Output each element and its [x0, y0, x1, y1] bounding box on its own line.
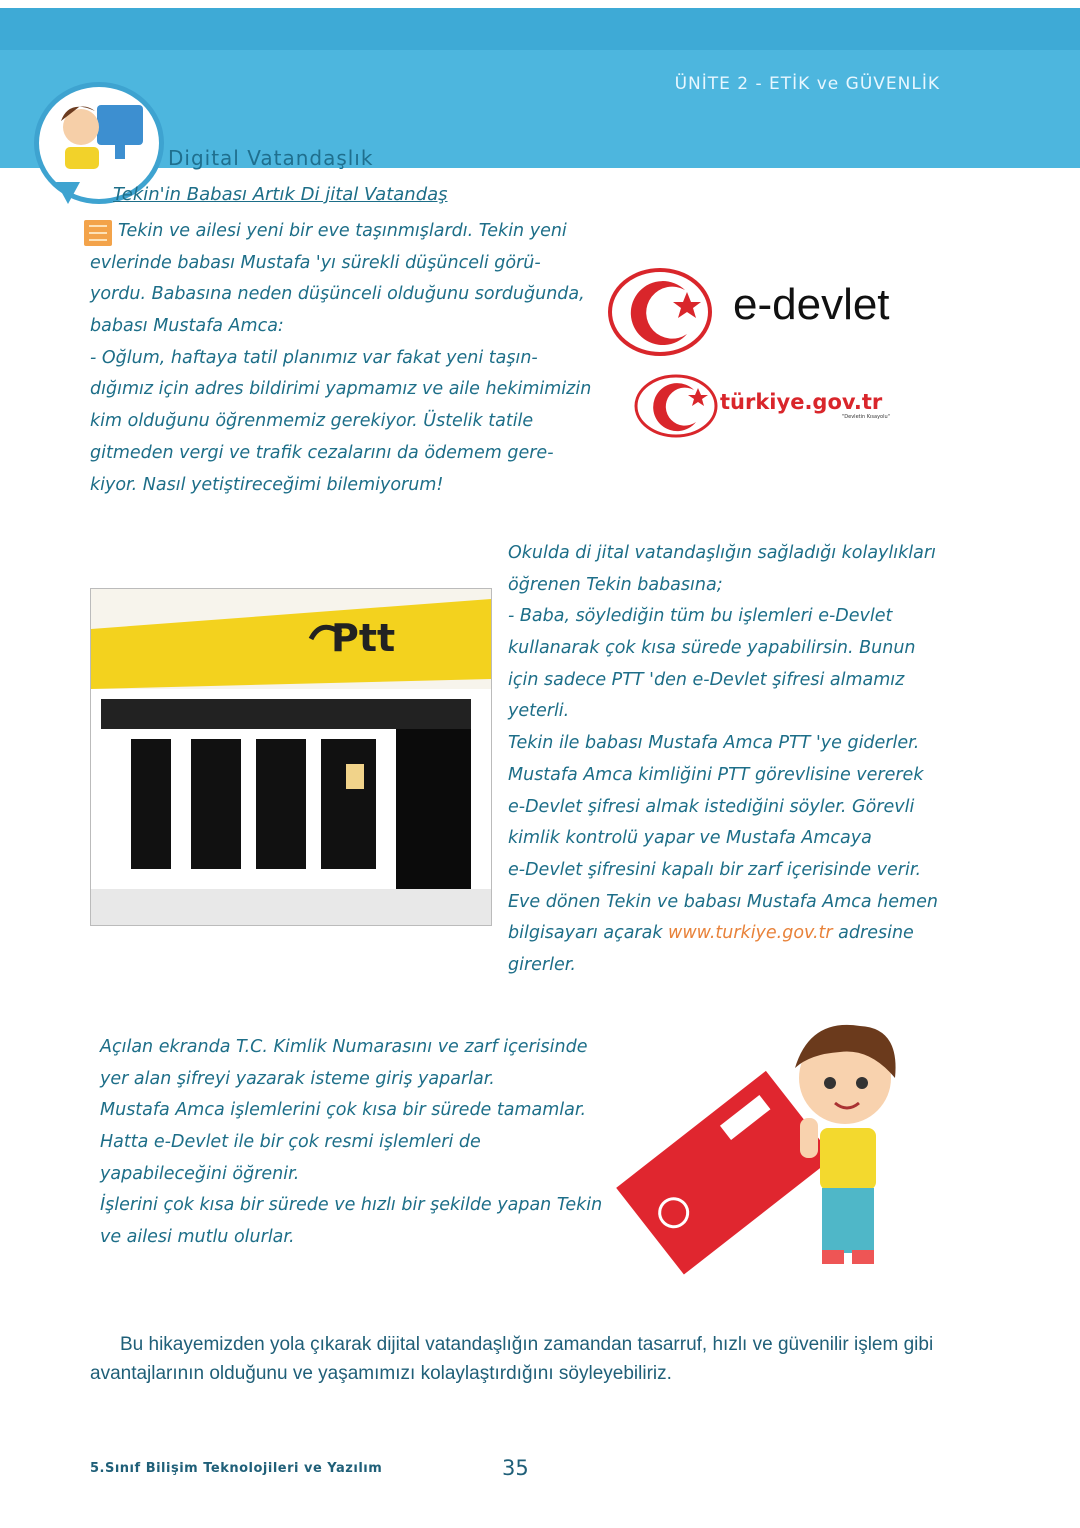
text-line: Hatta e-Devlet ile bir çok resmi işlemleri de	[100, 1132, 481, 1153]
text-line: kullanarak çok kısa sürede yapabilirsin. Bunun	[508, 638, 916, 659]
book-title: 5.Sınıf Bilişim Teknolojileri ve Yazılım	[90, 1461, 383, 1476]
text-line: kiyor. Nasıl yetiştireceğimi bilemiyorum!	[90, 474, 444, 495]
story-paragraph-3	[100, 1032, 602, 1254]
story-title: Tekin'in Babası Artık Di jital Vatandaş	[113, 184, 448, 205]
text-line: için sadece PTT 'den e-Devlet şifresi almamız	[508, 669, 905, 690]
header-decoration-strip	[0, 8, 1080, 50]
summary-paragraph	[90, 1330, 950, 1388]
text-line: Tekin ve ailesi yeni bir eve taşınmışlardı. Tekin yeni	[118, 221, 567, 241]
text-line: yapabileceğini öğrenir.	[100, 1163, 300, 1184]
text-fragment: bilgisayarı açarak	[508, 923, 669, 944]
text-line: - Baba, söylediğin tüm bu işlemleri e-Devlet	[508, 606, 893, 627]
bubble-tail	[56, 182, 80, 204]
page-number: 35	[502, 1456, 529, 1480]
text-line: Mustafa Amca işlemlerini çok kısa bir sürede tamamlar.	[100, 1100, 587, 1121]
text-fragment: adresine	[832, 923, 914, 944]
text-line: Tekin ile babası Mustafa Amca PTT 'ye giderler.	[508, 733, 920, 754]
e-devlet-logo-text: e-devlet	[733, 280, 890, 329]
turkiye-gov-slogan: "Devletin Kısayolu"	[842, 414, 890, 420]
text-line: öğrenen Tekin babasına;	[508, 574, 723, 595]
unit-title: ÜNİTE 2 - ETİK ve GÜVENLİK	[674, 74, 940, 94]
text-line: yer alan şifreyi yazarak isteme giriş yaparlar.	[100, 1068, 495, 1089]
text-line: İşlerini çok kısa bir sürede ve hızlı bir şekilde yapan Tekin	[100, 1195, 603, 1216]
story-paragraph-1	[90, 216, 591, 501]
summary-text: Bu hikayemizden yola çıkarak dijital vatandaşlığın zamandan tasarruf, hızlı ve güvenilir işlem gibi avantajlarının olduğunu ve yaşamımızı kolaylaştırdığını söyleyebiliriz.	[90, 1334, 934, 1384]
text-line: gitmeden vergi ve trafik cezalarını da ödemem gere-	[90, 442, 554, 463]
turkiye-gov-logo	[632, 370, 932, 440]
text-line: Açılan ekranda T.C. Kimlik Numarasını ve zarf içerisinde	[100, 1037, 588, 1057]
text-line: babası Mustafa Amca:	[90, 316, 284, 337]
text-line: Okulda di jital vatandaşlığın sağladığı kolaylıkları	[508, 543, 936, 563]
ptt-office-photo	[90, 588, 492, 926]
e-devlet-logo	[605, 262, 925, 362]
text-line: yordu. Babasına neden düşünceli olduğunu sorduğunda,	[90, 284, 585, 305]
turkiye-gov-logo-text: türkiye.gov.tr	[720, 390, 883, 414]
kid-with-envelope-illustration	[610, 1018, 920, 1288]
text-line: kim olduğunu öğrenmemiz gerekiyor. Üstelik tatile	[90, 411, 534, 432]
text-line: dığımız için adres bildirimi yapmamız ve aile hekimimizin	[90, 379, 592, 400]
story-paragraph-2	[508, 538, 938, 982]
text-line: yeterli.	[508, 701, 570, 722]
text-line: - Oğlum, haftaya tatil planımız var fakat yeni taşın-	[90, 347, 538, 368]
turkiye-gov-link[interactable]: www.turkiye.gov.tr	[668, 923, 833, 944]
text-line: Mustafa Amca kimliğini PTT görevlisine vererek	[508, 764, 924, 785]
text-line: e-Devlet şifresini kapalı bir zarf içerisinde verir.	[508, 859, 922, 880]
ptt-sign: Ptt	[331, 616, 396, 660]
text-line: Eve dönen Tekin ve babası Mustafa Amca hemen	[508, 891, 938, 912]
text-line: girerler.	[508, 954, 576, 975]
text-line: e-Devlet şifresi almak istediğini söyler. Görevli	[508, 796, 915, 817]
text-line: evlerinde babası Mustafa 'yı sürekli düşünceli görü-	[90, 252, 541, 273]
text-line	[508, 918, 938, 950]
text-line: kimlik kontrolü yapar ve Mustafa Amcaya	[508, 828, 872, 849]
section-title: Digital Vatandaşlık	[168, 146, 374, 170]
text-line: ve ailesi mutlu olurlar.	[100, 1227, 295, 1248]
